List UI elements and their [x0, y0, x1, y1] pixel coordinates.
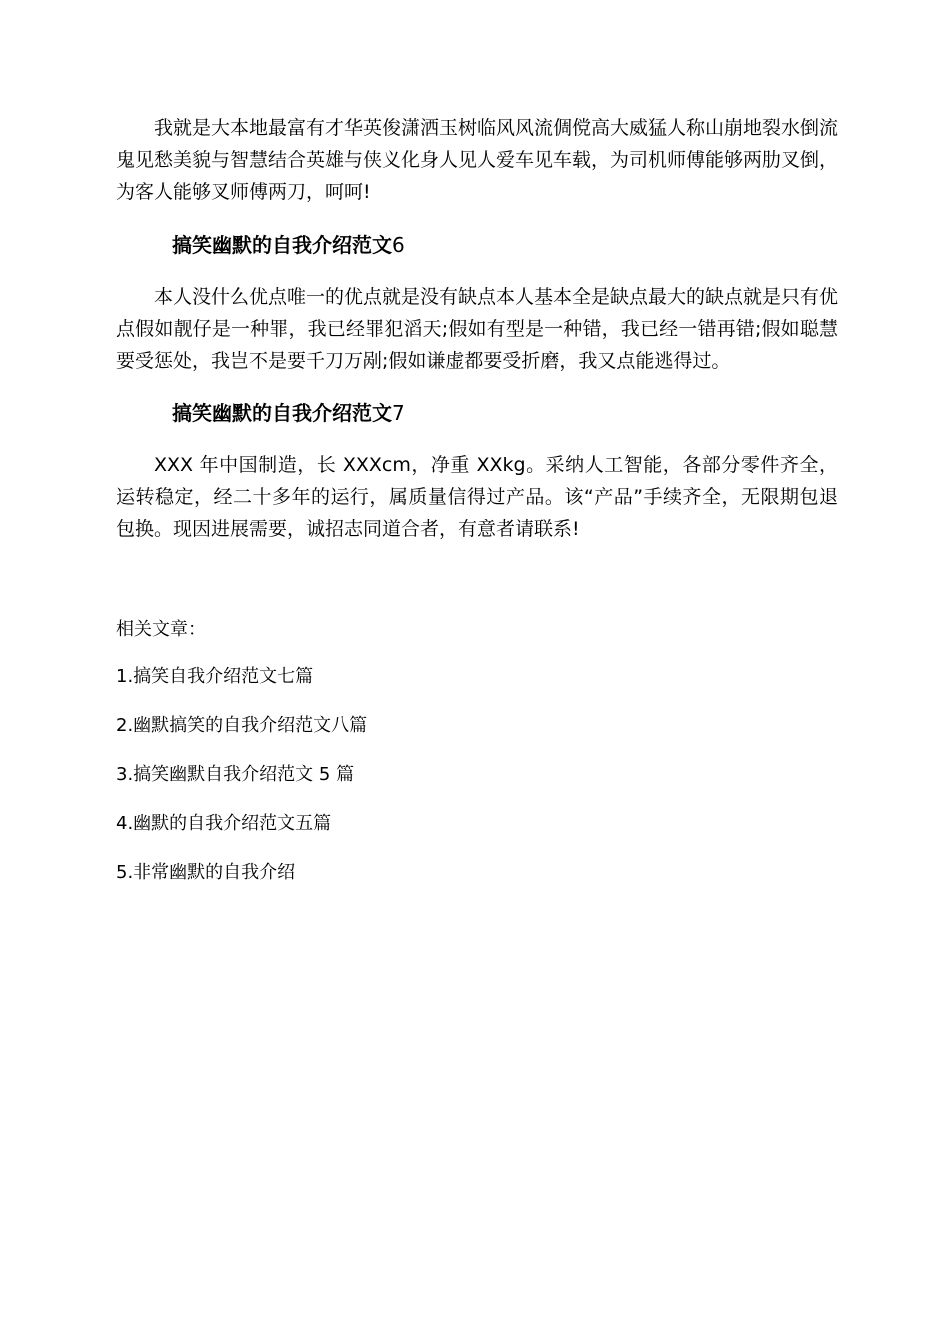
section-heading-6 [172, 230, 405, 260]
related-articles-title: 相关文章： [116, 619, 206, 640]
section-heading-number: 6 [392, 233, 405, 257]
section-7-paragraph: XXX 年中国制造，长 XXXcm，净重 XXkg。采纳人工智能，各部分零件齐全，运转稳定，经二十多年的运行，属质量信得过产品。该“产品”手续齐全，无限期包退包换。现因进展需要，诚招志同道合者，有意者请联系! [116, 454, 838, 540]
related-article-link[interactable]: 1.搞笑自我介绍范文七篇 [116, 666, 314, 687]
intro-paragraph: 我就是大本地最富有才华英俊潇洒玉树临风风流倜傥高大威猛人称山崩地裂水倒流鬼见愁美貌与智慧结合英雄与侠义化身人见人爱车见车载，为司机师傅能够两肋叉倒，为客人能够叉师傅两刀，呵呵! [116, 117, 839, 203]
related-article-link[interactable]: 4.幽默的自我介绍范文五篇 [116, 813, 332, 834]
section-heading-7 [172, 398, 405, 428]
related-article-link[interactable]: 5.非常幽默的自我介绍 [116, 862, 296, 883]
section-heading-number: 7 [392, 401, 405, 425]
related-article-link[interactable]: 3.搞笑幽默自我介绍范文 5 篇 [116, 764, 355, 785]
section-heading-text: 搞笑幽默的自我介绍范文 [172, 401, 392, 425]
related-articles-list [116, 664, 367, 909]
related-article-link[interactable]: 2.幽默搞笑的自我介绍范文八篇 [116, 715, 368, 736]
section-heading-text: 搞笑幽默的自我介绍范文 [172, 233, 392, 257]
section-6-paragraph: 本人没什么优点唯一的优点就是没有缺点本人基本全是缺点最大的缺点就是只有优点假如靓仔是一种罪，我已经罪犯滔天;假如有型是一种错，我已经一错再错;假如聪慧要受惩处，我岂不是要千刀万剐;假如谦虚都要受折磨，我又点能逃得过。 [116, 286, 839, 372]
